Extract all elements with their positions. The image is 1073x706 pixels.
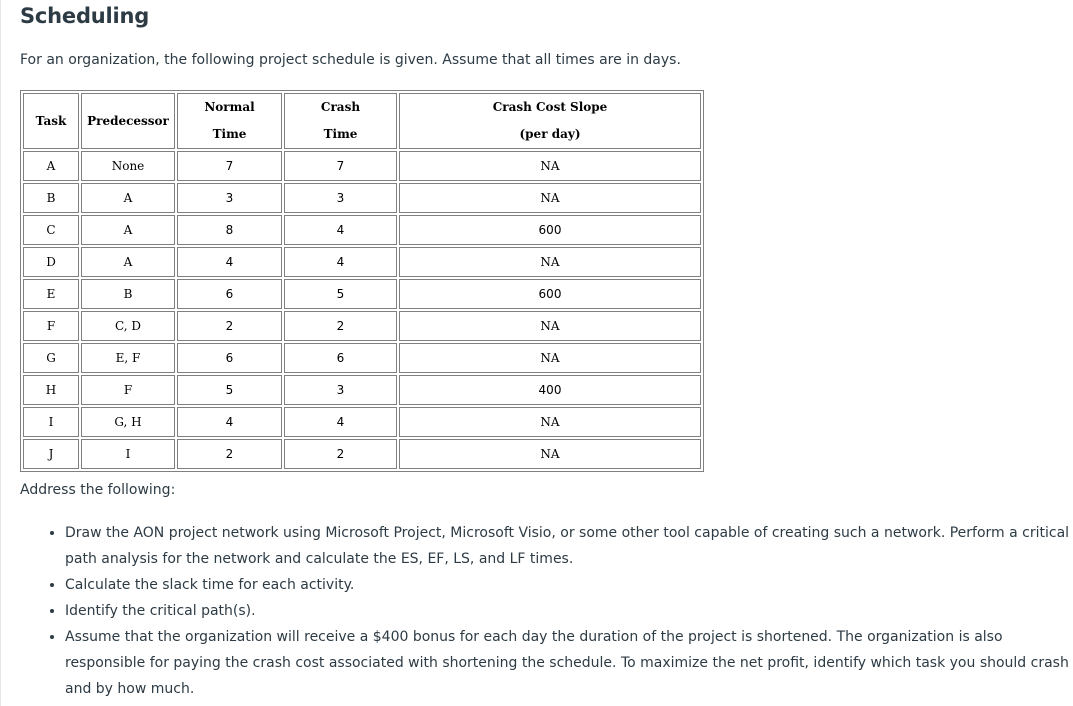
- task-cell: I: [23, 407, 79, 437]
- crash-cost-slope-cell: NA: [399, 247, 701, 277]
- table-row: [23, 343, 701, 373]
- crash-cost-slope-cell: NA: [399, 439, 701, 469]
- task-cell: E: [23, 279, 79, 309]
- header-crash-cost-slope: [399, 93, 701, 149]
- predecessor-cell: B: [81, 279, 175, 309]
- predecessor-cell: A: [81, 183, 175, 213]
- table-row: [23, 375, 701, 405]
- header-crash-time: [284, 93, 397, 149]
- question-item: • Calculate the slack time for each activity.: [65, 572, 1073, 598]
- schedule-table: [20, 90, 704, 472]
- crash-time-cell: 6: [284, 343, 397, 373]
- crash-time-cell: 4: [284, 407, 397, 437]
- table-row: [23, 407, 701, 437]
- table-header-row: [23, 93, 701, 149]
- normal-time-cell: 7: [177, 151, 282, 181]
- crash-cost-slope-cell: NA: [399, 151, 701, 181]
- crash-cost-slope-cell: NA: [399, 407, 701, 437]
- schedule-table-body: [23, 151, 701, 469]
- header-normal-line2: Time: [212, 127, 247, 141]
- header-normal-time: [177, 93, 282, 149]
- normal-time-cell: 3: [177, 183, 282, 213]
- question-item: • Identify the critical path(s).: [65, 598, 1073, 624]
- task-cell: C: [23, 215, 79, 245]
- question-item: • Assume that the organization will receive a $400 bonus for each day the duration of the project is shortened. The organization is also responsible for paying the crash cost associated with shortening the schedule. To maximize the net profit, identify which task you should crash and by how much.: [65, 624, 1073, 702]
- predecessor-cell: A: [81, 215, 175, 245]
- predecessor-cell: C, D: [81, 311, 175, 341]
- normal-time-cell: 6: [177, 343, 282, 373]
- crash-cost-slope-cell: NA: [399, 311, 701, 341]
- address-label: Address the following:: [20, 482, 176, 498]
- table-row: [23, 311, 701, 341]
- question-list: [40, 520, 1073, 702]
- crash-cost-slope-cell: NA: [399, 343, 701, 373]
- table-row: [23, 183, 701, 213]
- crash-cost-slope-cell: NA: [399, 183, 701, 213]
- crash-time-cell: 4: [284, 247, 397, 277]
- crash-time-cell: 3: [284, 183, 397, 213]
- crash-cost-slope-cell: 600: [399, 279, 701, 309]
- table-row: [23, 279, 701, 309]
- crash-time-cell: 3: [284, 375, 397, 405]
- crash-cost-slope-cell: 400: [399, 375, 701, 405]
- crash-time-cell: 5: [284, 279, 397, 309]
- task-cell: H: [23, 375, 79, 405]
- header-predecessor: Predecessor: [81, 93, 175, 149]
- table-row: [23, 247, 701, 277]
- task-cell: G: [23, 343, 79, 373]
- task-cell: D: [23, 247, 79, 277]
- header-crash-line2: Time: [323, 127, 358, 141]
- predecessor-cell: E, F: [81, 343, 175, 373]
- crash-time-cell: 4: [284, 215, 397, 245]
- task-cell: A: [23, 151, 79, 181]
- header-normal-line1: Normal: [204, 100, 255, 114]
- left-border: [0, 0, 1, 706]
- table-row: [23, 439, 701, 469]
- intro-text: For an organization, the following project schedule is given. Assume that all times are in days.: [20, 52, 681, 68]
- predecessor-cell: I: [81, 439, 175, 469]
- predecessor-cell: None: [81, 151, 175, 181]
- crash-time-cell: 2: [284, 311, 397, 341]
- crash-time-cell: 7: [284, 151, 397, 181]
- predecessor-cell: G, H: [81, 407, 175, 437]
- predecessor-cell: F: [81, 375, 175, 405]
- task-cell: F: [23, 311, 79, 341]
- task-cell: B: [23, 183, 79, 213]
- crash-time-cell: 2: [284, 439, 397, 469]
- normal-time-cell: 8: [177, 215, 282, 245]
- normal-time-cell: 2: [177, 311, 282, 341]
- normal-time-cell: 2: [177, 439, 282, 469]
- table-row: [23, 151, 701, 181]
- normal-time-cell: 5: [177, 375, 282, 405]
- normal-time-cell: 4: [177, 247, 282, 277]
- header-slope-line1: Crash Cost Slope: [492, 100, 608, 114]
- question-item: • Draw the AON project network using Microsoft Project, Microsoft Visio, or some other tool capable of creating such a network. Perform a critical path analysis for the network and calculate the ES, EF, LS, and LF times.: [65, 520, 1073, 572]
- predecessor-cell: A: [81, 247, 175, 277]
- normal-time-cell: 6: [177, 279, 282, 309]
- normal-time-cell: 4: [177, 407, 282, 437]
- task-cell: J: [23, 439, 79, 469]
- table-row: [23, 215, 701, 245]
- crash-cost-slope-cell: 600: [399, 215, 701, 245]
- page-title: Scheduling: [20, 4, 150, 28]
- header-task: Task: [23, 93, 79, 149]
- header-slope-line2: (per day): [519, 127, 581, 141]
- header-crash-line1: Crash: [320, 100, 361, 114]
